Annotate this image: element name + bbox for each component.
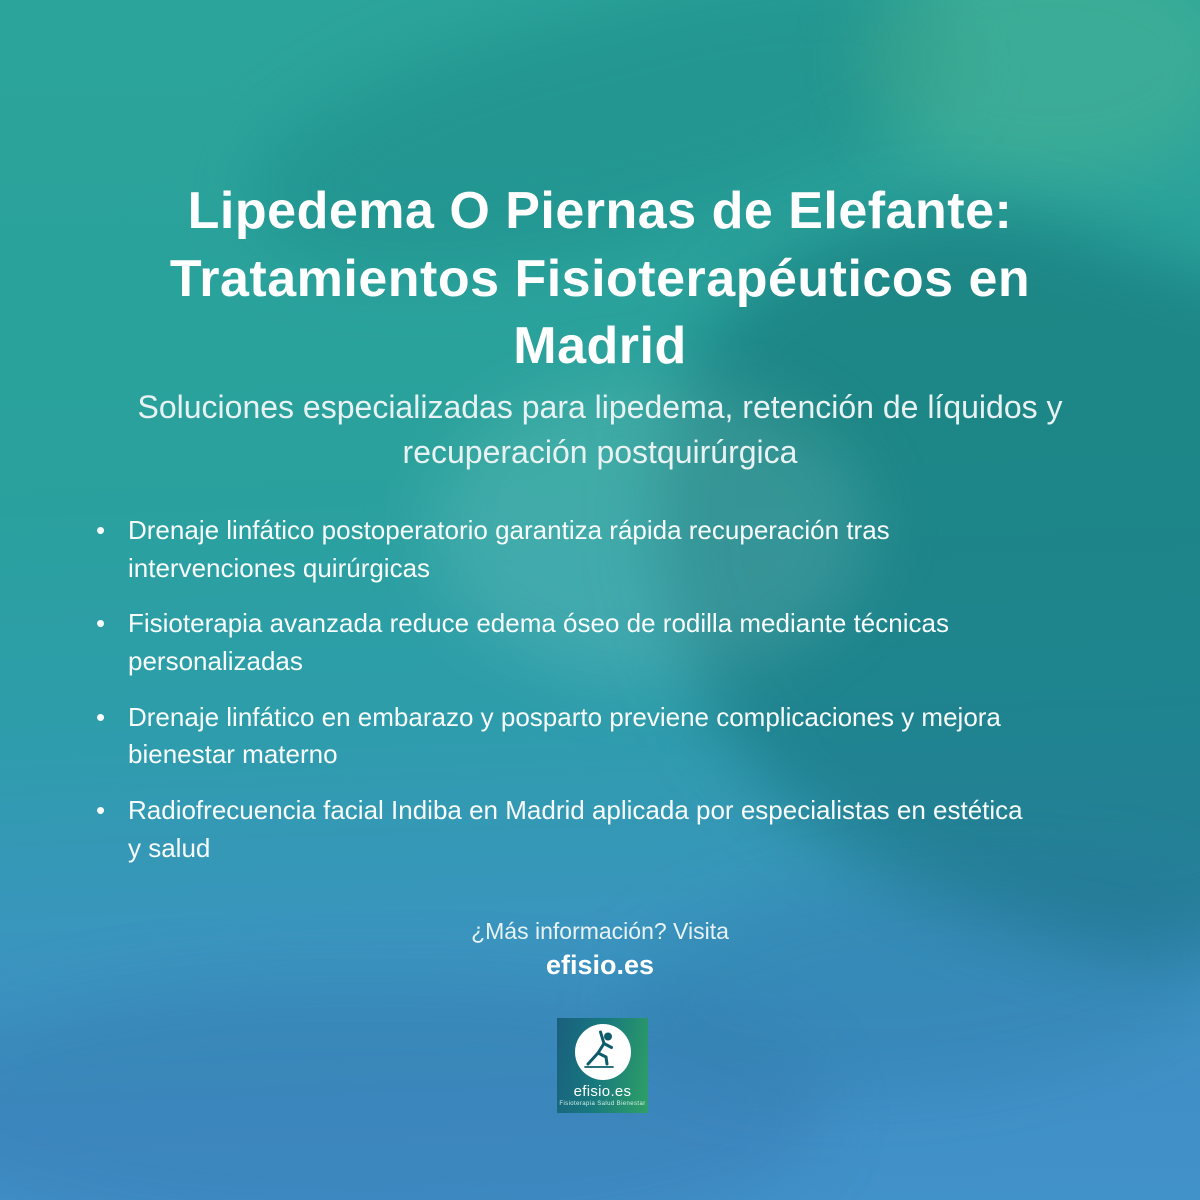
bullet-icon: • [96,795,106,826]
stretching-person-icon [578,1027,628,1077]
logo-brand-text: efisio.es [573,1083,632,1100]
website-text: efisio.es [545,950,655,980]
list-item-text: Fisioterapia avanzada reduce edema óseo de rodilla mediante técnicas personalizadas [128,608,949,677]
bullet-icon: • [96,515,106,545]
key-points-list [88,512,1048,886]
list-item-text: Drenaje linfático en embarazo y posparto previene complicaciones y mejora bienestar materno [128,701,1001,770]
bullet-icon: • [96,608,106,639]
bullet-icon: • [96,701,106,732]
list-item [88,605,1048,680]
list-item [88,699,1048,774]
logo-circle [575,1024,631,1080]
more-info-text: ¿Más información? Visita [471,918,729,944]
page-subtitle: Soluciones especializadas para lipedema, retención de líquidos y recuperación postquirúrgica [137,389,1063,471]
list-item [88,792,1048,867]
list-item [88,512,1048,587]
list-item-text: Drenaje linfático postoperatorio garantiza rápida recuperación tras intervenciones quirúrgicas [128,515,890,583]
logo-tagline-text: Fisioterapia Salud Bienestar [559,1101,646,1107]
list-item-text: Radiofrecuencia facial Indiba en Madrid aplicada por especialistas en estética y salud [128,795,1023,863]
efisio-logo [557,1018,648,1113]
page-title: Lipedema O Piernas de Elefante: Tratamientos Fisioterapéuticos en Madrid [169,182,1031,376]
